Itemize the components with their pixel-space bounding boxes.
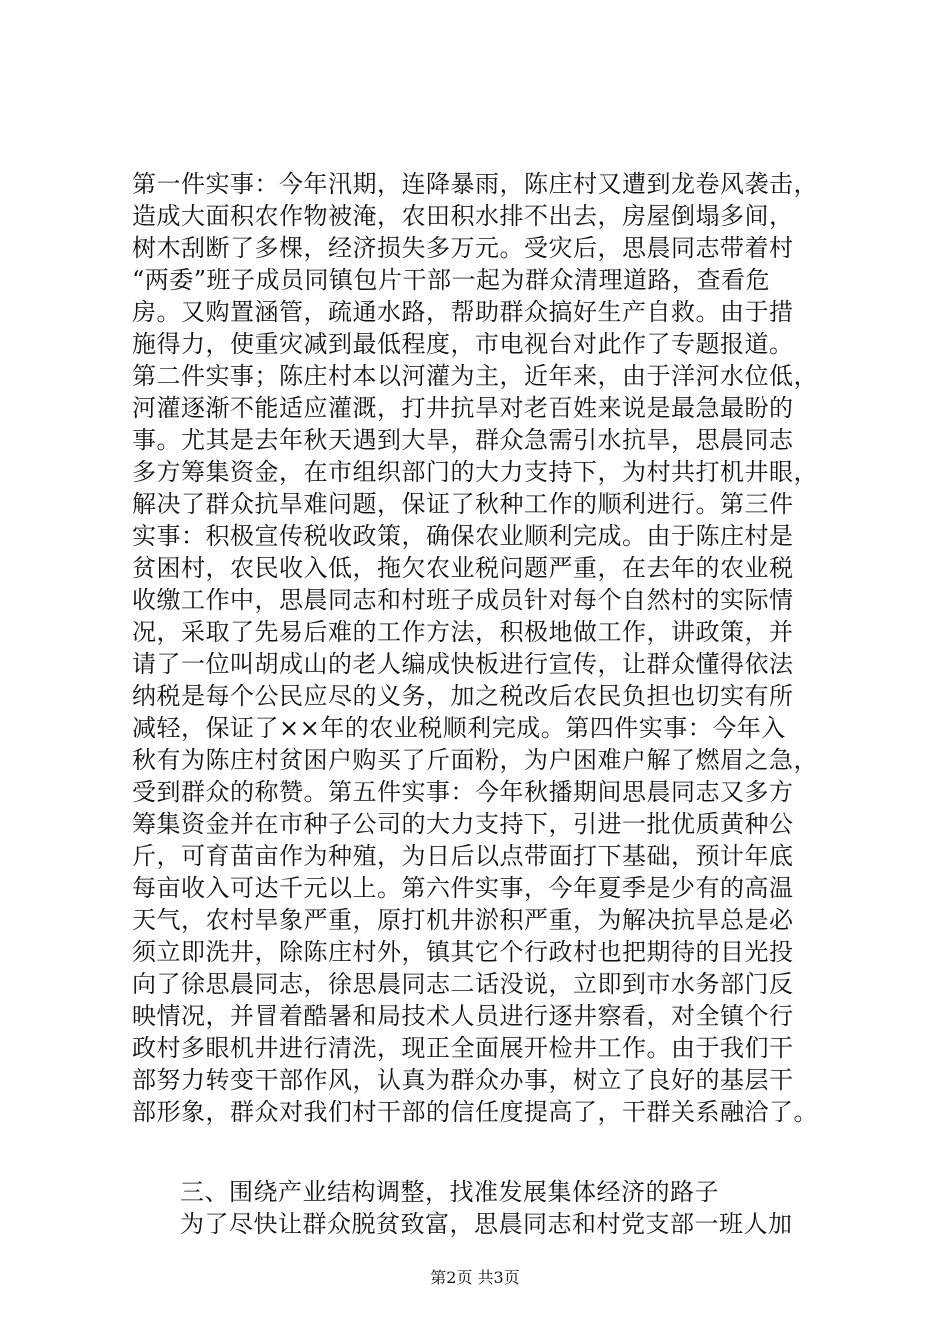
body-line-28: 政村多眼机井进行清洗，现正全面展开检井工作。由于我们干 bbox=[132, 1034, 794, 1062]
paragraph-gap bbox=[132, 1128, 832, 1176]
body-line-9: 事。尤其是去年秋天遇到大旱，群众急需引水抗旱，思晨同志 bbox=[132, 426, 794, 454]
body-line-25: 须立即洗井，除陈庄村外，镇其它个行政村也把期待的目光投 bbox=[132, 938, 794, 966]
body-line-14: 收缴工作中，思晨同志和村班子成员针对每个自然村的实际情 bbox=[132, 586, 794, 614]
body-line-24: 天气，农村旱象严重，原打机井淤积严重，为解决抗旱总是必 bbox=[132, 906, 794, 934]
body-line-15: 况，采取了先易后难的工作方法，积极地做工作，讲政策，并 bbox=[132, 618, 794, 646]
body-line-6: 施得力，使重灾减到最低程度，市电视台对此作了专题报道。 bbox=[132, 330, 794, 358]
body-line-7: 第二件实事；陈庄村本以河灌为主，近年来，由于洋河水位低， bbox=[132, 362, 818, 390]
body-line-19: 秋有为陈庄村贫困户购买了斤面粉，为户困难户解了燃眉之急， bbox=[132, 746, 818, 774]
body-line-22: 斤，可育苗亩作为种殖，为日后以点带面打下基础，预计年底 bbox=[132, 842, 794, 870]
section-heading: 三、围绕产业结构调整，找准发展集体经济的路子 bbox=[180, 1178, 719, 1206]
document-body bbox=[132, 168, 832, 1240]
body-line-16: 请了一位叫胡成山的老人编成快板进行宣传，让群众懂得依法 bbox=[132, 650, 794, 678]
body-line-18: 减轻，保证了××年的农业税顺利完成。第四件实事：今年入 bbox=[132, 714, 786, 742]
body-line-13: 贫困村，农民收入低，拖欠农业税问题严重，在去年的农业税 bbox=[132, 554, 794, 582]
body-line-5: 房。又购置涵管，疏通水路，帮助群众搞好生产自救。由于措 bbox=[132, 298, 794, 326]
body-line-27: 映情况，并冒着酷暑和局技术人员进行逐井察看，对全镇个行 bbox=[132, 1002, 794, 1030]
page-footer: 第2页 共3页 bbox=[430, 1268, 520, 1287]
body-line-29: 部努力转变干部作风，认真为群众办事，树立了良好的基层干 bbox=[132, 1066, 794, 1094]
body-line-2: 造成大面积农作物被淹，农田积水排不出去，房屋倒塌多间， bbox=[132, 202, 794, 230]
body-line-17: 纳税是每个公民应尽的义务，加之税改后农民负担也切实有所 bbox=[132, 682, 794, 710]
body-line-26: 向了徐思晨同志，徐思晨同志二话没说，立即到市水务部门反 bbox=[132, 970, 794, 998]
body-line-23: 每亩收入可达千元以上。第六件实事，今年夏季是少有的高温 bbox=[132, 874, 794, 902]
body-line-3: 树木刮断了多棵，经济损失多万元。受灾后，思晨同志带着村 bbox=[132, 234, 794, 262]
section-first-line: 为了尽快让群众脱贫致富，思晨同志和村党支部一班人加 bbox=[180, 1210, 793, 1238]
body-line-12: 实事：积极宣传税收政策，确保农业顺利完成。由于陈庄村是 bbox=[132, 522, 794, 550]
body-line-20: 受到群众的称赞。第五件实事：今年秋播期间思晨同志又多方 bbox=[132, 778, 794, 806]
body-line-11: 解决了群众抗旱难问题，保证了秋种工作的顺利进行。第三件 bbox=[132, 490, 794, 518]
body-line-30: 部形象，群众对我们村干部的信任度提高了，干群关系融洽了。 bbox=[132, 1098, 818, 1126]
body-line-4: “两委”班子成员同镇包片干部一起为群众清理道路，查看危 bbox=[132, 266, 771, 294]
body-line-21: 筹集资金并在市种子公司的大力支持下，引进一批优质黄种公 bbox=[132, 810, 794, 838]
body-line-1: 第一件实事：今年汛期，连降暴雨，陈庄村又遭到龙卷风袭击， bbox=[132, 170, 818, 198]
body-line-10: 多方筹集资金，在市组织部门的大力支持下，为村共打机井眼， bbox=[132, 458, 818, 486]
body-line-8: 河灌逐渐不能适应灌溉，打井抗旱对老百姓来说是最急最盼的 bbox=[132, 394, 794, 422]
